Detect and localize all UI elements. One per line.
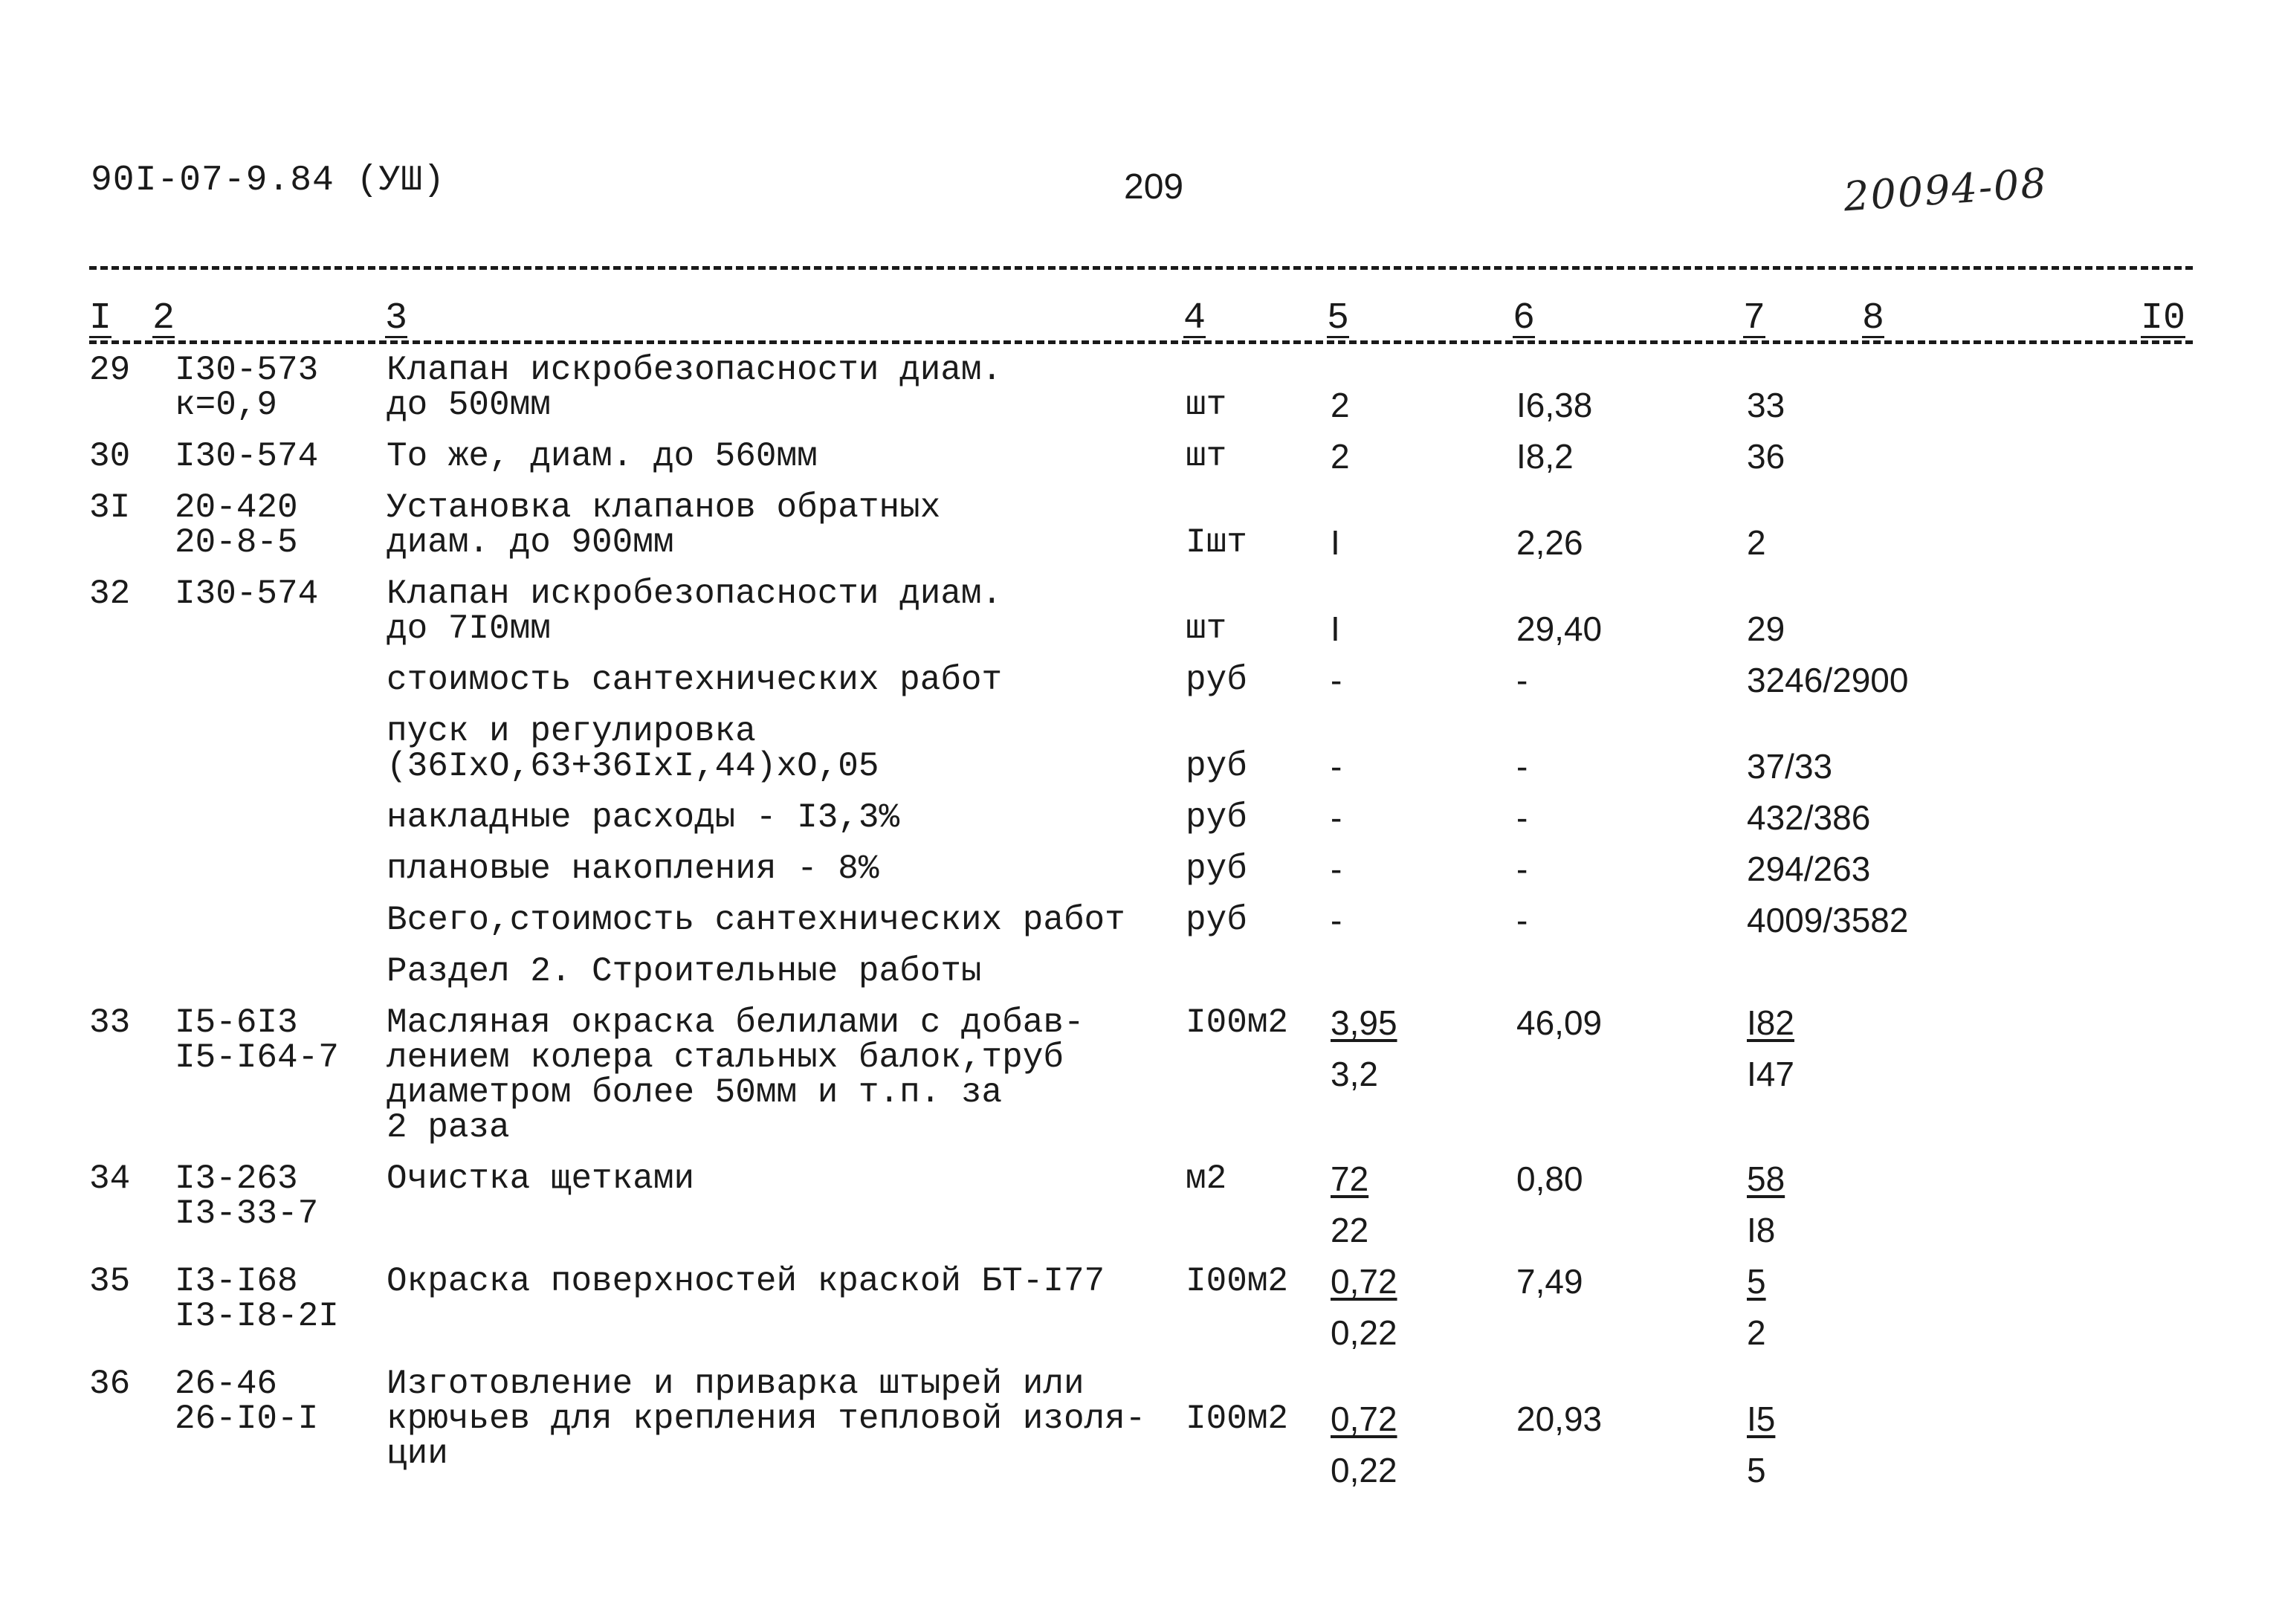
quantity-cell [1331,800,1516,852]
description-line: Изготовление и приварка штырей или [387,1365,1085,1403]
row-number: 33 [89,1003,131,1042]
spacer [1747,714,2193,749]
description-cell [387,1367,1186,1504]
unit-cell [1186,663,1331,714]
description-cell [387,439,1186,491]
unit-price: I8,2 [1516,437,1574,476]
unit-cell [1186,903,1331,954]
document-code: 90I-07-9.84 (УШ) [91,161,445,201]
description-line: Очистка щетками [387,1159,695,1198]
table-row [89,491,2193,577]
rate-code: I30-574 [175,437,319,476]
description-line: диаметром более 50мм и т.п. за [387,1073,1003,1112]
total-cell [1747,1003,2193,1162]
rate-code-cell [175,1003,387,1162]
unit-cell [1186,1367,1331,1504]
rate-code: 26-I0-I [175,1400,319,1438]
spacer [1747,353,2193,388]
table-row [89,903,2193,954]
rate-code-cell [175,1159,387,1264]
description-line: накладные расходы - I3,3% [387,798,900,837]
unit: м2 [1186,1159,1227,1198]
total-cell [1747,491,2193,577]
row-number-cell [89,488,175,577]
quantity: 72 [1331,1159,1369,1198]
row-number: 34 [89,1159,131,1198]
rate-code-cell [175,800,387,852]
quantity-secondary: 3,2 [1331,1055,1378,1093]
unit-price-cell [1516,903,1747,954]
quantity: I [1331,609,1340,648]
header-dashed-rule [89,340,2193,344]
row-number: 29 [89,351,131,389]
table-row [89,954,2193,1006]
table-row [89,353,2193,439]
row-number-cell [89,800,175,852]
quantity: - [1331,850,1342,888]
unit-cell [1186,577,1331,663]
rate-code-cell [175,852,387,903]
rate-code: I3-33-7 [175,1194,319,1233]
unit-cell [1186,714,1331,800]
row-number-cell [89,852,175,903]
spacer [1331,491,1516,525]
unit: шт [1186,437,1227,476]
row-number-cell [89,903,175,954]
spacer [1331,714,1516,749]
row-number-cell [89,1003,175,1162]
total: 4009/3582 [1747,901,1909,939]
unit: I00м2 [1186,1003,1289,1042]
description-line: крючьев для крепления тепловой изоля- [387,1400,1146,1438]
unit [1186,954,1331,989]
description-line: То же, диам. до 560мм [387,437,818,476]
spacer [1186,1367,1331,1402]
description-line: Установка клапанов обратных [387,488,941,527]
handwritten-reference: 20094-08 [1842,159,2049,221]
unit-cell [1186,1003,1331,1162]
quantity-cell [1331,1159,1516,1264]
unit-cell [1186,800,1331,852]
unit-cell [1186,439,1331,491]
quantity-cell [1331,663,1516,714]
total-cell [1747,800,2193,852]
total-cell [1747,852,2193,903]
col-header-1: I [89,297,112,340]
quantity: 2 [1331,437,1350,476]
description-line: лением колера стальных балок,труб [387,1038,1064,1077]
unit-price-cell [1516,491,1747,577]
quantity-cell [1331,439,1516,491]
estimate-table [89,353,2193,1504]
quantity: - [1331,747,1342,786]
description-cell [387,954,1186,1006]
description-cell [387,714,1186,800]
total: 5 [1747,1262,1766,1301]
unit-price-cell [1516,954,1747,1006]
quantity-secondary: 22 [1331,1211,1369,1249]
spacer [1516,714,1747,749]
spacer [1186,353,1331,388]
total-cell [1747,714,2193,800]
unit-price: I6,38 [1516,386,1593,424]
description-line: стоимость сантехнических работ [387,661,1003,699]
unit-price-cell [1516,353,1747,439]
unit: руб [1186,901,1247,939]
quantity: 0,72 [1331,1262,1397,1301]
unit-price-cell [1516,714,1747,800]
unit-price: 2,26 [1516,523,1583,562]
unit: руб [1186,661,1247,699]
unit-price-cell [1516,663,1747,714]
unit-price-cell [1516,800,1747,852]
unit-price: - [1516,798,1528,837]
description-line: Масляная окраска белилами с добав- [387,1003,1085,1042]
unit-price: 7,49 [1516,1262,1583,1301]
description-line: Клапан искробезопасности диам. [387,575,1003,613]
description-cell [387,1159,1186,1264]
rate-code: I5-I64-7 [175,1038,339,1077]
unit: шт [1186,386,1227,424]
total-secondary: 5 [1747,1451,1766,1489]
unit-price-cell [1516,439,1747,491]
total: 3246/2900 [1747,661,1909,699]
total: 2 [1747,523,1766,562]
row-number: 3I [89,488,131,527]
total-cell [1747,1159,2193,1264]
table-row [89,1367,2193,1504]
rate-code: к=0,9 [175,386,278,424]
total-secondary: I47 [1747,1055,1794,1093]
col-header-2: 2 [152,297,175,340]
spacer [1516,1367,1747,1402]
description-line: до 7I0мм [387,609,551,648]
row-number [89,852,175,887]
unit-cell [1186,1264,1331,1367]
rate-code: I30-574 [175,575,319,613]
description-cell [387,577,1186,663]
rate-code-cell [175,954,387,1006]
row-number-cell [89,1264,175,1367]
total-secondary: I8 [1747,1211,1776,1249]
quantity-cell [1331,491,1516,577]
row-number: 32 [89,575,131,613]
description-line: ции [387,1434,448,1473]
description-line: диам. до 900мм [387,523,674,562]
unit-price: - [1516,747,1528,786]
row-number: 30 [89,437,131,476]
unit: руб [1186,798,1247,837]
spacer [1331,353,1516,388]
spacer [1516,353,1747,388]
table-row [89,663,2193,714]
total-cell [1747,353,2193,439]
row-number [89,663,175,698]
rate-code-cell [175,663,387,714]
total-cell [1747,954,2193,1006]
unit-price: 46,09 [1516,1003,1603,1042]
col-header-5: 5 [1327,297,1350,340]
unit-price: - [1516,661,1528,699]
total: I5 [1747,1400,1776,1438]
description-line: Клапан искробезопасности диам. [387,351,1003,389]
table-row [89,1006,2193,1162]
spacer [1747,577,2193,612]
description-line: Раздел 2. Строительные работы [387,952,982,991]
unit-price-cell [1516,577,1747,663]
rate-code-cell [175,439,387,491]
row-number [89,714,175,749]
top-dashed-rule [89,266,2193,270]
quantity-cell [1331,577,1516,663]
quantity-cell [1331,1003,1516,1162]
quantity [1331,954,1516,989]
unit: I00м2 [1186,1400,1289,1438]
spacer [1331,1367,1516,1402]
total-cell [1747,903,2193,954]
row-number-cell [89,1367,175,1504]
total-secondary: 2 [1747,1313,1766,1352]
spacer [1747,1367,2193,1402]
description-cell [387,800,1186,852]
unit-price-cell [1516,1159,1747,1264]
unit-cell [1186,852,1331,903]
total: 33 [1747,386,1785,424]
unit: шт [1186,609,1227,648]
page-number: 209 [1124,167,1184,207]
quantity-cell [1331,1264,1516,1367]
col-header-8: 8 [1862,297,1885,340]
unit-price [1516,954,1747,989]
total: 58 [1747,1159,1785,1198]
table-row [89,1162,2193,1264]
spacer [1186,577,1331,612]
unit-price-cell [1516,1367,1747,1504]
rate-code: 26-46 [175,1365,278,1403]
total-cell [1747,1367,2193,1504]
quantity-cell [1331,903,1516,954]
unit-price-cell [1516,852,1747,903]
quantity: - [1331,798,1342,837]
quantity: - [1331,661,1342,699]
total-cell [1747,577,2193,663]
col-header-10: I0 [2141,297,2186,340]
total: 294/263 [1747,850,1871,888]
quantity-cell [1331,1367,1516,1504]
table-row [89,800,2193,852]
quantity-secondary: 0,22 [1331,1451,1397,1489]
unit-cell [1186,1159,1331,1264]
row-number [89,903,175,938]
col-header-3: 3 [385,297,408,340]
table-row [89,439,2193,491]
description-cell [387,1003,1186,1162]
unit-cell [1186,954,1331,1006]
table-row [89,714,2193,800]
quantity: 2 [1331,386,1350,424]
spacer [1516,491,1747,525]
rate-code: I3-263 [175,1159,298,1198]
description-line: пуск и регулировка [387,712,756,751]
description-line: Окраска поверхностей краской БТ-I77 [387,1262,1105,1301]
unit: руб [1186,850,1247,888]
quantity: 3,95 [1331,1003,1397,1042]
unit-price-cell [1516,1264,1747,1367]
description-line: 2 раза [387,1108,510,1147]
spacer [1516,577,1747,612]
quantity: I [1331,523,1340,562]
row-number-cell [89,714,175,800]
col-header-4: 4 [1183,297,1206,340]
rate-code: I3-I8-2I [175,1297,339,1336]
total-cell [1747,1264,2193,1367]
total: 29 [1747,609,1785,648]
total: 432/386 [1747,798,1871,837]
description-line: до 500мм [387,386,551,424]
spacer [1747,491,2193,525]
description-line: (36IxO,63+36IxI,44)xO,05 [387,747,879,786]
row-number-cell [89,577,175,663]
unit-price: 0,80 [1516,1159,1583,1198]
total-cell [1747,663,2193,714]
description-cell [387,852,1186,903]
unit-price: - [1516,850,1528,888]
row-number [89,800,175,835]
unit-cell [1186,491,1331,577]
row-number [89,954,175,989]
rate-code-cell [175,577,387,663]
unit: I00м2 [1186,1262,1289,1301]
row-number-cell [89,353,175,439]
unit: руб [1186,747,1247,786]
total [1747,954,2193,989]
quantity: 0,72 [1331,1400,1397,1438]
total: 37/33 [1747,747,1833,786]
description-cell [387,903,1186,954]
col-header-7: 7 [1743,297,1766,340]
spacer [1186,491,1331,525]
rate-code-cell [175,488,387,577]
table-row [89,1264,2193,1367]
quantity-cell [1331,852,1516,903]
rate-code-cell [175,903,387,954]
quantity-cell [1331,714,1516,800]
rate-code-cell [175,353,387,439]
quantity-secondary: 0,22 [1331,1313,1397,1352]
description-cell [387,353,1186,439]
description-cell [387,1264,1186,1367]
total: I82 [1747,1003,1794,1042]
unit-price: 29,40 [1516,609,1603,648]
total: 36 [1747,437,1785,476]
unit-price: 20,93 [1516,1400,1603,1438]
quantity-cell [1331,954,1516,1006]
rate-code: 20-420 [175,488,298,527]
table-row [89,577,2193,663]
rate-code-cell [175,714,387,800]
description-cell [387,663,1186,714]
row-number-cell [89,439,175,491]
row-number: 35 [89,1262,131,1301]
rate-code: I5-6I3 [175,1003,298,1042]
unit-price-cell [1516,1003,1747,1162]
row-number: 36 [89,1365,131,1403]
rate-code: I3-I68 [175,1262,298,1301]
rate-code-cell [175,1264,387,1367]
description-line: Всего,стоимость сантехнических работ [387,901,1125,939]
col-header-6: 6 [1513,297,1536,340]
row-number-cell [89,954,175,1006]
quantity: - [1331,901,1342,939]
quantity-cell [1331,353,1516,439]
description-line: плановые накопления - 8% [387,850,879,888]
rate-code-cell [175,1367,387,1504]
rate-code: 20-8-5 [175,523,298,562]
unit-cell [1186,353,1331,439]
total-cell [1747,439,2193,491]
table-row [89,852,2193,903]
row-number-cell [89,1159,175,1264]
row-number-cell [89,663,175,714]
unit: Iшт [1186,523,1247,562]
rate-code: I30-573 [175,351,319,389]
spacer [1186,714,1331,749]
spacer [1331,577,1516,612]
unit-price: - [1516,901,1528,939]
description-cell [387,488,1186,577]
